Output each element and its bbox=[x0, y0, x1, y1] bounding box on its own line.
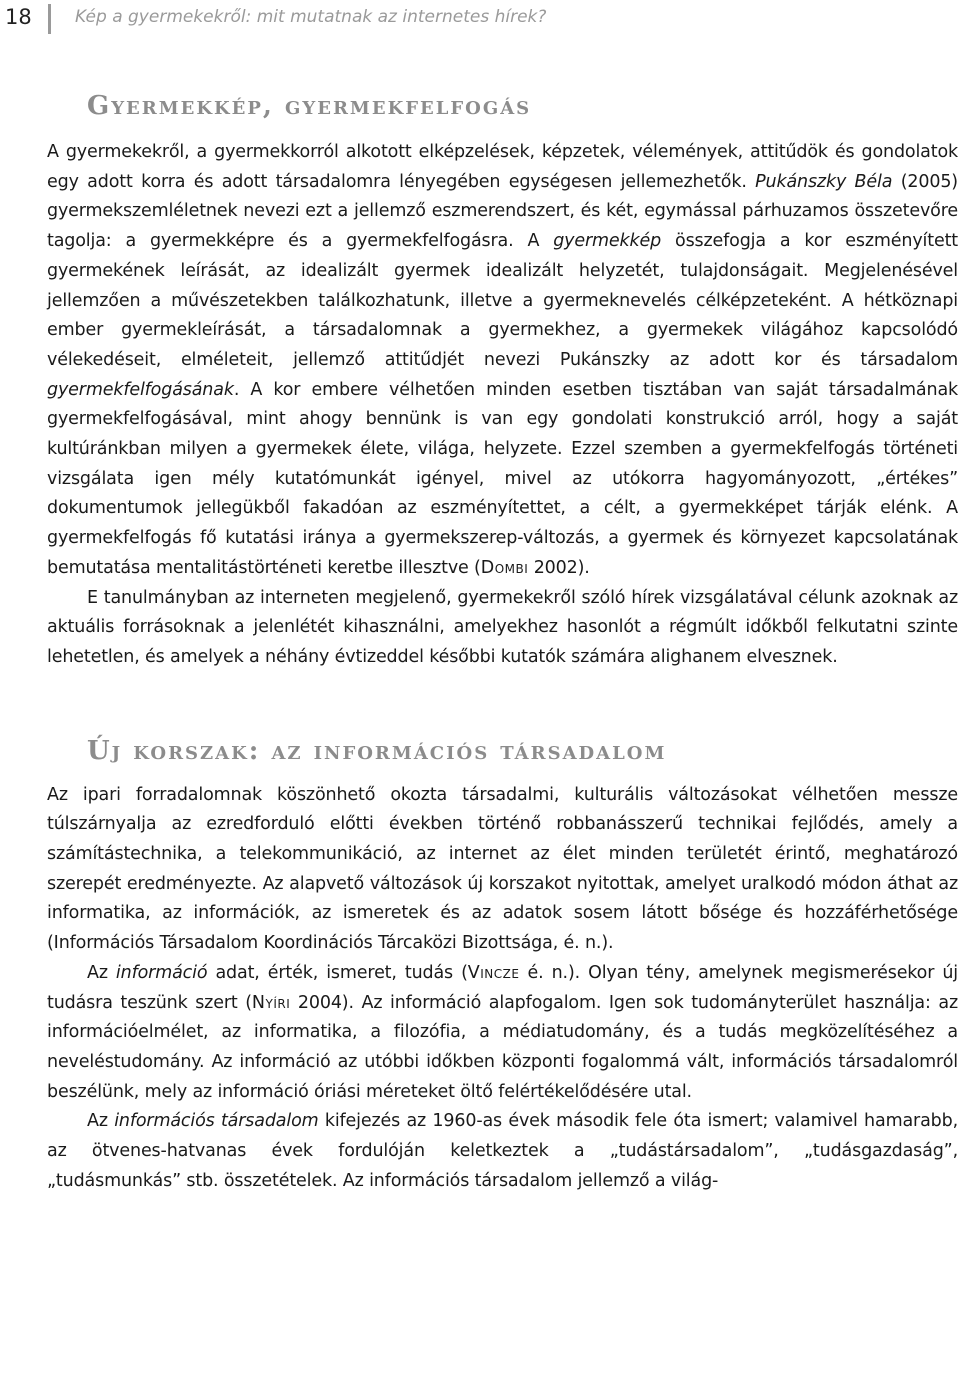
text-run: 2004). Az információ alapfogalom. Igen sok tudományterület használja: az információelmélet, az informatika, a filozófia, a médiatudomány, és a tudás megközelítéséhez a neveléstudomány. Az információ az utóbbi időkben központi fogalommá vált, információs társadalomról beszélünk, mely az információ óriási méreteket öltő felértékelődésére utal. bbox=[47, 992, 958, 1102]
text-run: Az bbox=[87, 1111, 115, 1132]
paragraph-informacios-tarsadalom bbox=[47, 1107, 958, 1196]
author-name: Pukánszky Béla bbox=[755, 171, 893, 192]
paragraph-tanulmany-cel: E tanulmányban az interneten megjelenő, gyermekekről szóló hírek vizsgálatával célunk azoknak az aktuális forrásoknak a jelenlétét kihasználni, amelyekhez hasonlót a régmúlt időkből felkutatni szinte lehetetlen, és amelyek a néhány évtizeddel későbbi kutatók számára alighanem elvesznek. bbox=[47, 587, 958, 667]
section-heading-gyermekkep: Gyermekkép, gyermekfelfogás bbox=[87, 91, 532, 121]
article-body bbox=[47, 86, 958, 1197]
term-informacio: információ bbox=[115, 962, 208, 983]
section-gap bbox=[47, 673, 958, 703]
text-run: 2002). bbox=[528, 557, 590, 578]
paragraph-gyermekszemlelet bbox=[47, 138, 958, 584]
text-run: Az bbox=[87, 962, 116, 983]
term-gyermekkep: gyermekkép bbox=[553, 231, 662, 252]
text-run: é. n.). Olyan tény, amelynek megismerésekor új tudásra teszünk szert ( bbox=[47, 962, 958, 1013]
text-run: (2005) gyermekszemléletnek nevezi ezt a jellemző eszmerendszert, és két, egymással párhuzamos összetevőre tagolja: a gyermekképre és a gyermekfelfogásra. A bbox=[47, 171, 958, 252]
running-title: Kép a gyermekekről: mit mutatnak az internetes hírek? bbox=[75, 7, 547, 27]
header-divider bbox=[48, 4, 51, 34]
term-gyermekfelfogas: gyermekfelfogásának bbox=[47, 379, 234, 400]
paragraph-ipari-forradalom: Az ipari forradalomnak köszönhető okozta társadalmi, kulturális változásokat vélhetően messze túlszárnyalja az ezredforduló előtti években történő robbanásszerű technikai fejlődés, amely a számítástechnika, a telekommunikáció, az internet az élet minden területét érintő, meghatározó szerepét eredményezte. Az alapvető változások új korszakot nyitottak, amelyet uralkodó módon áthat az informatika, az információk, az ismeretek és az adatok sosem látott bősége és hozzáférhetősége (Információs Társadalom Koordinációs Tárcaközi Bizottsága, é. n.). bbox=[47, 784, 958, 954]
text-run: adat, érték, ismeret, tudás ( bbox=[207, 962, 468, 983]
running-head bbox=[0, 0, 960, 40]
term-informacios-tarsadalom: információs társadalom bbox=[114, 1111, 319, 1132]
citation-author: Nyíri bbox=[251, 992, 291, 1013]
paragraph-informacio bbox=[47, 959, 958, 1108]
text-run: . A kor embere vélhetően minden esetben tisztában van saját társadalmának gyermekfelfogásával, mint ahogy bennünk is van egy gondolati konstrukció arról, hogy a saját kultúránkban milyen a gyermekek élete, világa, helyzete. Ezzel szemben a gyermekfelfogás történeti vizsgálata igen mély kutatómunkát igényel, mivel az utókorra hagyományozott, „értékes” dokumentumok jellegükből fakadóan az eszményítettet, a célt, a gyermekképet tárják elénk. A gyermekfelfogás fő kutatási iránya a gyermekszerep-változás, a gyermek és környezet kapcsolatának bemutatása mentalitástörténeti keretbe illesztve ( bbox=[47, 379, 958, 578]
citation-author: Vincze bbox=[467, 962, 520, 983]
text-run: A gyermekekről, a gyermekkorról alkotott elképzelések, képzetek, vélemények, attitűdök és gondolatok egy adott korra és adott társadalomra lényegében egységesen jellemezhetők. bbox=[47, 142, 958, 192]
text-run: összefogja a kor eszményített gyermekének leírását, az idealizált gyermek idealizált helyzetét, tulajdonságait. Megjelenésével jellemzően a művészetekben találkozhatunk, illetve a gyermeknevelés célképzeteként. A hétköznapi ember gyermekleírását, a társadalomnak a gyermekhez, a gyermekek világához kapcsolódó vélekedéseit, elméleteit, jellemző attitűdjét nevezi Pukánszky az adott kor és társadalom bbox=[47, 231, 958, 370]
section-heading-informacios-tarsadalom: Új korszak: az információs társadalom bbox=[87, 735, 667, 766]
page-number: 18 bbox=[5, 5, 32, 29]
citation-author: Dombi bbox=[480, 557, 529, 578]
text-run: kifejezés az 1960-as évek második fele óta ismert; valamivel hamarabb, az ötvenes-hatvanas évek fordulóján keletkeztek a „tudástársadalom”, „tudásgazdaság”, „tudásmunkás” stb. összetételek. Az információs társadalom jellemző a világ- bbox=[47, 1111, 958, 1191]
